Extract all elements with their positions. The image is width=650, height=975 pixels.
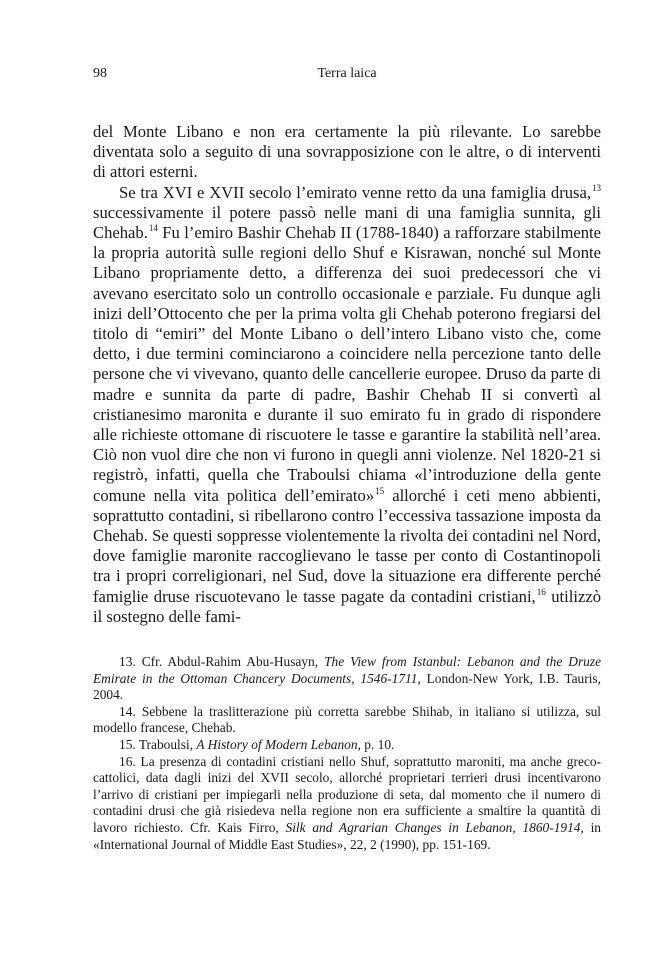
footnote-text: 16. La presenza di contadini cristiani nello Shuf, soprattutto maroniti, ma anche greco-cattolici, data dagli inizi del XVII secolo, allorché proprietari terrieri drusi incentivarono l’arrivo di cristiani per impiegarli nella produzione di seta, dal momento che il numero di contadini drusi che già risiedeva nella regione non era sufficiente a smaltire la quantità di lavoro richiesto. Cfr. Kais Firro, xyxy=(93,753,601,835)
text-segment: utilizzò il sostegno delle fami- xyxy=(93,586,602,626)
footnote-title: The View from Istanbul: Lebanon and the Druze Emirate in the Ottoman Chancery Documents, 1546-1711 xyxy=(93,654,602,686)
footnote-14: 14. Sebbene la traslitterazione più corretta sarebbe Shihab, in italiano si utilizza, sul modello francese, Chehab. xyxy=(93,703,601,736)
footnote-text: , in «International Journal of Middle East Studies», 22, 2 (1990), pp. 151-169. xyxy=(93,819,601,852)
body-text xyxy=(93,122,601,627)
footnote-13 xyxy=(93,654,601,704)
footnote-text: , p. 10. xyxy=(357,736,395,752)
footnote-text: , London-New York, I.B. Tauris, 2004. xyxy=(93,670,601,703)
footnote-ref-16[interactable]: 16 xyxy=(536,587,546,598)
text-segment: allorché i ceti meno abbienti, soprattutto contadini, si ribellarono contro l’eccessiva tassazione imposta da Chehab. Se questi soppresse violentemente la rivolta dei contadini nel Nord, dove famiglie maronite raccoglievano le tasse per conto di Costantinopoli tra i propri correligionari, nel Sud, dove la situazione era differente perché famiglie druse riscuotevano le tasse pagate da contadini cristiani, xyxy=(93,485,601,606)
text-segment: Fu l’emiro Bashir Chehab II (1788-1840) a rafforzare stabilmente la propria autorità sulle regioni dello Shuf e Kisrawan, nonché sul Monte Libano propriamente detto, a differenza dei suoi predecessori che vi avevano esercitato solo un controllo occasionale e parziale. Fu dunque agli inizi dell’Ottocento che per la prima volta gli Chehab poterono fregiarsi del titolo di “emiri” del Monte Libano o dell’intero Libano visto che, come detto, i due termini cominciarono a coincidere nella percezione tanto delle persone che vi vivevano, quanto delle cancellerie europee. Druso da parte di madre e sunnita da parte di padre, Bashir Chehab II si convertì al cristianesimo maronita e durante il suo emirato fu in grado di rispondere alle richieste ottomane di riscuotere le tasse e garantire la stabilità nell’area. Ciò non vuol dire che non vi furono in quegli anni violenze. Nel 1820-21 si registrò, infatti, quella che Traboulsi chiama «l’introduzione della gente comune nella vita politica dell’emirato» xyxy=(93,223,601,505)
paragraph-emirate xyxy=(93,183,601,627)
footnote-text: 15. Traboulsi, xyxy=(119,736,197,752)
paragraph-continued: del Monte Libano e non era certamente la più rilevante. Lo sarebbe diventata solo a seguito di una sovrapposizione con le altre, o di interventi di attori esterni. xyxy=(93,122,601,182)
footnotes xyxy=(93,654,601,853)
page-header xyxy=(93,64,601,84)
footnote-15 xyxy=(93,737,601,754)
footnote-ref-14[interactable]: 14 xyxy=(148,223,158,234)
page-number: 98 xyxy=(93,66,107,81)
footnote-16 xyxy=(93,754,601,854)
footnote-title: Silk and Agrarian Changes in Lebanon, 1860-1914 xyxy=(285,819,581,835)
footnote-title: A History of Modern Lebanon xyxy=(196,736,358,752)
text-segment: Se tra XVI e XVII secolo l’emirato venne retto da una famiglia drusa, xyxy=(119,182,591,202)
footnote-text: 13. Cfr. Abdul-Rahim Abu-Husayn, xyxy=(119,654,325,669)
footnote-ref-13[interactable]: 13 xyxy=(592,183,601,194)
running-title: Terra laica xyxy=(317,66,377,81)
text-segment: successivamente il potere passò nelle mani di una famiglia sunnita, gli Chehab. xyxy=(93,202,601,243)
footnote-ref-15[interactable]: 15 xyxy=(375,486,385,497)
